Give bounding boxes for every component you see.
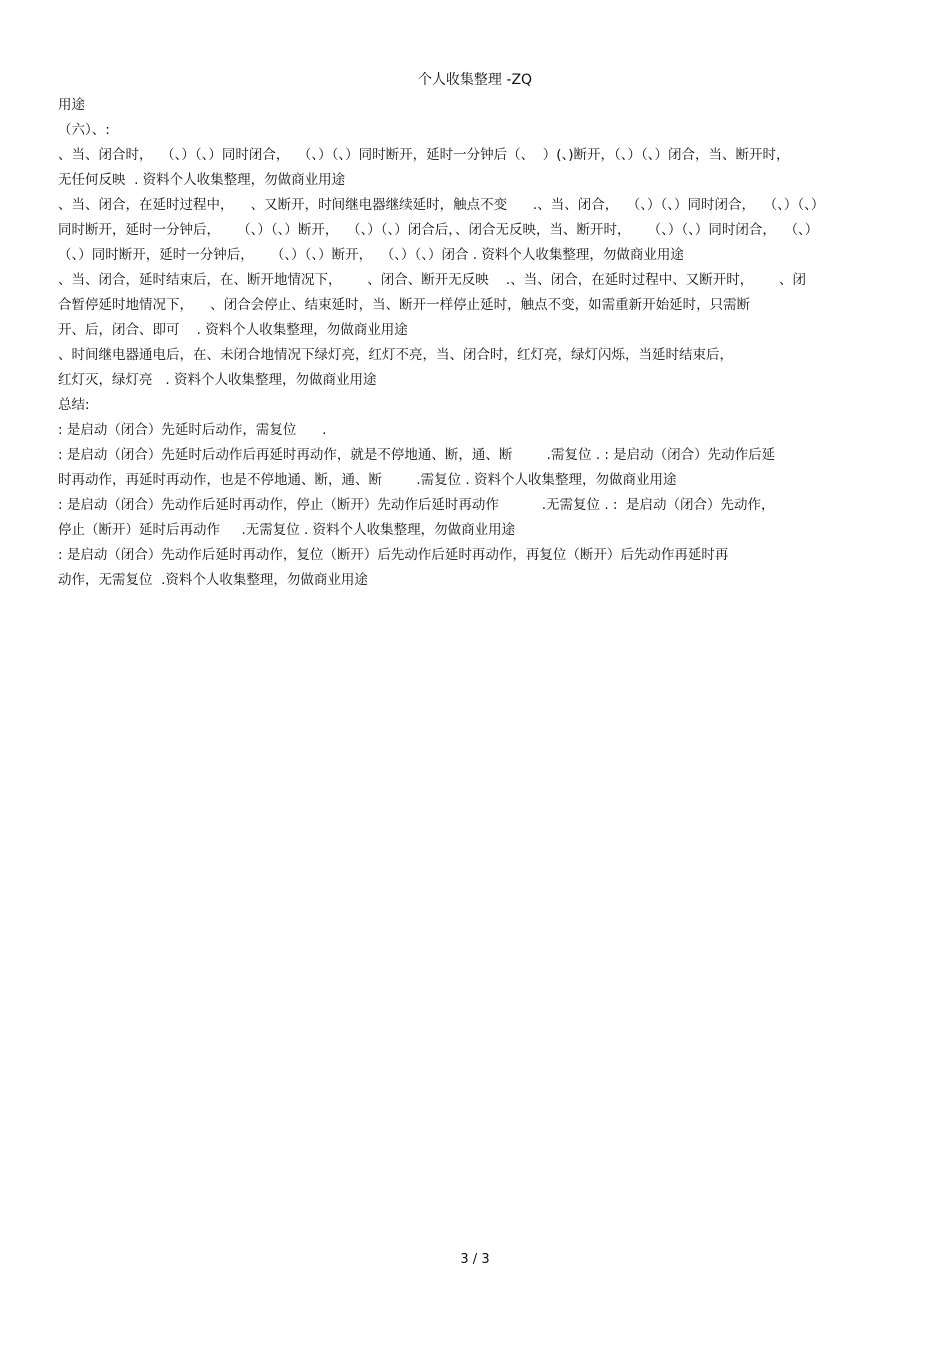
- text-line: : 是启动（闭合）先延时后动作，需复位 .: [58, 422, 327, 438]
- page-header: 个人收集整理 -ZQ: [417, 72, 533, 88]
- text-line: 动作，无需复位 .资料个人收集整理，勿做商业用途: [58, 572, 368, 588]
- text-line: 、当、闭合时， （、）（、）同时闭合， （、）（、）同时断开，延时一分钟后（、 ）(、)断开，（、）（、）闭合，当、断开时，: [58, 147, 790, 163]
- text-line: 、时间继电器通电后，在、未闭合地情况下绿灯亮，红灯不亮，当、闭合时，红灯亮，绿灯闪烁，当延时结束后，: [58, 347, 733, 363]
- section-heading: 总结:: [58, 397, 90, 413]
- text-line: 红灯灭，绿灯亮 . 资料个人收集整理，勿做商业用途: [58, 372, 377, 388]
- text-line: : 是启动（闭合）先延时后动作后再延时再动作，就是不停地通、断，通、断 .需复位 . : 是启动（闭合）先动作后延: [58, 447, 776, 463]
- text-line: （六）、:: [58, 122, 110, 138]
- text-line: 合暂停延时地情况下， 、闭合会停止、结束延时，当、断开一样停止延时，触点不变，如需重新开始延时，只需断: [58, 297, 751, 313]
- text-line: 、当、闭合，延时结束后，在、断开地情况下， 、闭合、断开无反映 .、当、闭合，在延时过程中、又断开时， 、闭: [58, 272, 806, 288]
- text-line: 无任何反映 . 资料个人收集整理，勿做商业用途: [58, 172, 346, 188]
- text-line: 、当、闭合，在延时过程中， 、又断开，时间继电器继续延时，触点不变 .、当、闭合， （、）（、）同时闭合， （、）（、）: [58, 197, 825, 213]
- text-line: （、）同时断开，延时一分钟后， （、）（、）断开， （、）（、）闭合 . 资料个人收集整理，勿做商业用途: [58, 247, 684, 263]
- document-body: [58, 93, 894, 593]
- text-line: : 是启动（闭合）先动作后延时再动作，停止（断开）先动作后延时再动作 .无需复位 . : 是启动（闭合）先动作，: [58, 497, 775, 513]
- text-line: : 是启动（闭合）先动作后延时再动作，复位（断开）后先动作后延时再动作，再复位（断开）后先动作再延时再: [58, 547, 729, 563]
- page-number: 3 / 3: [460, 1252, 490, 1267]
- text-line: 时再动作，再延时再动作，也是不停地通、断，通、断 .需复位 . 资料个人收集整理，勿做商业用途: [58, 472, 677, 488]
- text-line: 停止（断开）延时后再动作 .无需复位 . 资料个人收集整理，勿做商业用途: [58, 522, 516, 538]
- text-line: 同时断开，延时一分钟后， （、）（、）断开， （、）（、）闭合后，、闭合无反映，当、断开时， （、）（、）同时闭合， （、）: [58, 222, 819, 238]
- text-line: 开、后，闭合、即可 . 资料个人收集整理，勿做商业用途: [58, 322, 408, 338]
- text-line: 用途: [58, 97, 85, 113]
